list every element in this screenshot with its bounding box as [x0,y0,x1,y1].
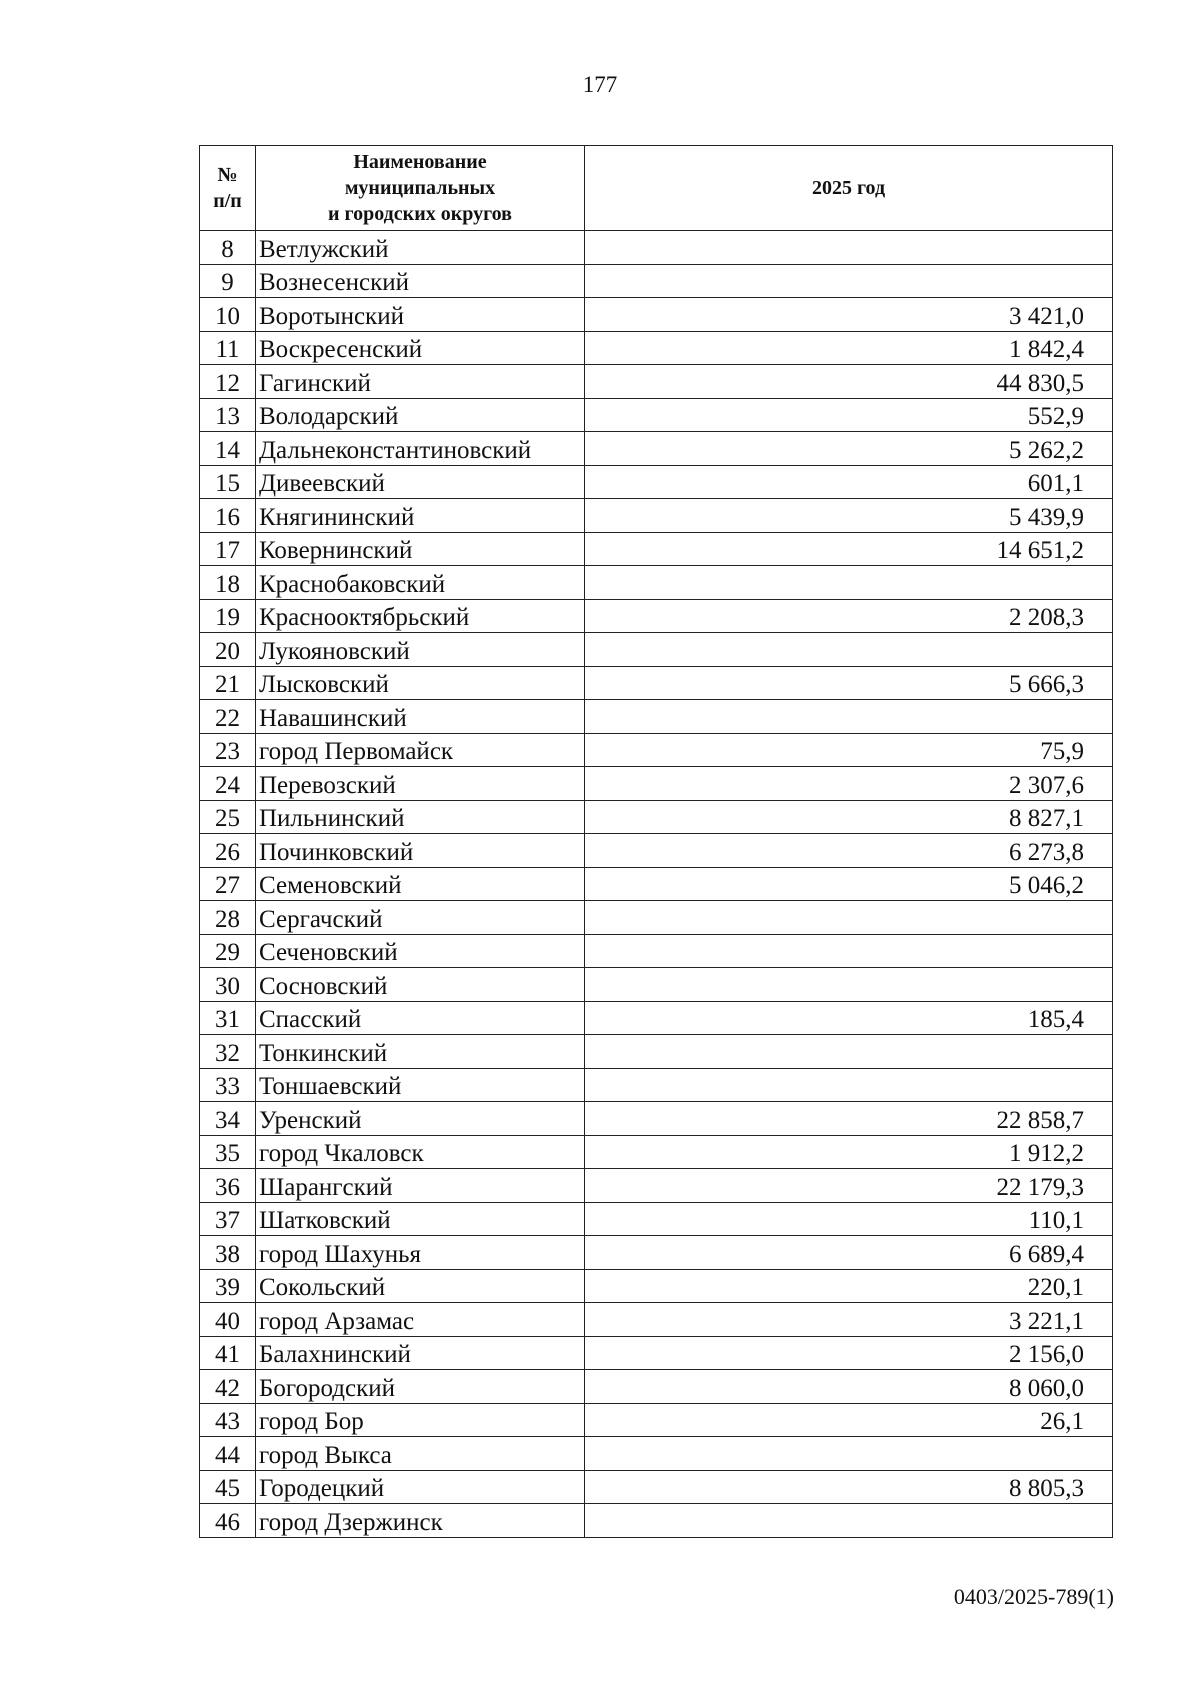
row-value-2025: 5 262,2 [585,432,1113,466]
row-value-2025: 5 046,2 [585,867,1113,901]
table-row [200,532,1113,566]
row-district-name: Гагинский [256,365,585,399]
row-value-2025 [585,1437,1113,1471]
table-row [200,566,1113,600]
table-row [200,1236,1113,1270]
row-value-2025 [585,1068,1113,1102]
table-row [200,1303,1113,1337]
row-number: 21 [200,666,256,700]
row-number: 41 [200,1336,256,1370]
row-district-name: Тоншаевский [256,1068,585,1102]
row-value-2025: 8 805,3 [585,1470,1113,1504]
row-value-2025 [585,700,1113,734]
row-number: 13 [200,398,256,432]
row-district-name: Шатковский [256,1202,585,1236]
row-number: 27 [200,867,256,901]
table-row [200,432,1113,466]
row-number: 18 [200,566,256,600]
row-value-2025: 5 439,9 [585,499,1113,533]
row-value-2025: 26,1 [585,1403,1113,1437]
table-row [200,1336,1113,1370]
table-row [200,1102,1113,1136]
row-value-2025 [585,1504,1113,1538]
table-row [200,666,1113,700]
header-name-line-3: и городских округов [328,203,512,225]
table-row [200,1504,1113,1538]
row-number: 46 [200,1504,256,1538]
row-value-2025: 8 060,0 [585,1370,1113,1404]
table-row [200,298,1113,332]
row-district-name: Лукояновский [256,633,585,667]
row-value-2025: 220,1 [585,1269,1113,1303]
row-number: 31 [200,1001,256,1035]
table-row [200,599,1113,633]
row-value-2025 [585,901,1113,935]
row-district-name: Навашинский [256,700,585,734]
row-district-name: город Чкаловск [256,1135,585,1169]
row-district-name: Дивеевский [256,465,585,499]
row-number: 15 [200,465,256,499]
table-row [200,1269,1113,1303]
row-number: 14 [200,432,256,466]
row-value-2025: 14 651,2 [585,532,1113,566]
row-number: 34 [200,1102,256,1136]
row-number: 42 [200,1370,256,1404]
municipal-data-table [199,145,1113,1538]
table-row [200,633,1113,667]
row-district-name: Починковский [256,834,585,868]
row-number: 8 [200,231,256,265]
row-district-name: Пильнинский [256,800,585,834]
row-district-name: Лысковский [256,666,585,700]
row-value-2025 [585,231,1113,265]
table-row [200,1437,1113,1471]
row-district-name: Уренский [256,1102,585,1136]
row-value-2025: 185,4 [585,1001,1113,1035]
row-value-2025 [585,264,1113,298]
table-row [200,264,1113,298]
table-row [200,1068,1113,1102]
header-year: 2025 год [585,146,1113,231]
table-row [200,1135,1113,1169]
row-number: 38 [200,1236,256,1270]
table-body [200,231,1113,1538]
row-number: 24 [200,767,256,801]
row-district-name: Городецкий [256,1470,585,1504]
row-district-name: город Бор [256,1403,585,1437]
row-value-2025: 601,1 [585,465,1113,499]
page-number: 177 [582,72,618,97]
document-code: 0403/2025-789(1) [953,1584,1114,1609]
row-value-2025: 110,1 [585,1202,1113,1236]
row-number: 10 [200,298,256,332]
row-number: 11 [200,331,256,365]
table-row [200,1035,1113,1069]
row-number: 30 [200,968,256,1002]
row-number: 26 [200,834,256,868]
row-district-name: Дальнеконстантиновский [256,432,585,466]
row-number: 16 [200,499,256,533]
row-value-2025: 2 208,3 [585,599,1113,633]
row-number: 39 [200,1269,256,1303]
table-row [200,800,1113,834]
row-district-name: Тонкинский [256,1035,585,1069]
header-name-line-1: Наименование [353,151,487,173]
row-value-2025: 2 307,6 [585,767,1113,801]
row-district-name: Балахнинский [256,1336,585,1370]
row-district-name: Сосновский [256,968,585,1002]
row-value-2025 [585,1035,1113,1069]
row-district-name: Спасский [256,1001,585,1035]
row-value-2025: 6 689,4 [585,1236,1113,1270]
header-name-line-2: муниципальных [344,177,496,199]
table-row [200,331,1113,365]
row-number: 33 [200,1068,256,1102]
row-value-2025 [585,934,1113,968]
row-district-name: Воскресенский [256,331,585,365]
row-district-name: Вознесенский [256,264,585,298]
row-value-2025: 2 156,0 [585,1336,1113,1370]
row-value-2025 [585,968,1113,1002]
row-district-name: город Шахунья [256,1236,585,1270]
table-row [200,1169,1113,1203]
table-row [200,1370,1113,1404]
table-row [200,700,1113,734]
row-number: 44 [200,1437,256,1471]
row-district-name: Шарангский [256,1169,585,1203]
row-number: 20 [200,633,256,667]
table-row [200,499,1113,533]
row-value-2025: 75,9 [585,733,1113,767]
table-row [200,465,1113,499]
row-value-2025: 44 830,5 [585,365,1113,399]
row-value-2025: 3 421,0 [585,298,1113,332]
row-value-2025: 22 858,7 [585,1102,1113,1136]
row-district-name: Сергачский [256,901,585,935]
row-value-2025: 1 842,4 [585,331,1113,365]
table-row [200,398,1113,432]
table-row [200,1470,1113,1504]
row-district-name: город Арзамас [256,1303,585,1337]
table-row [200,365,1113,399]
header-number-line-1: № [217,164,238,186]
row-number: 35 [200,1135,256,1169]
row-district-name: Сокольский [256,1269,585,1303]
row-district-name: Краснобаковский [256,566,585,600]
table-row [200,1001,1113,1035]
row-value-2025: 552,9 [585,398,1113,432]
row-district-name: город Выкса [256,1437,585,1471]
row-number: 19 [200,599,256,633]
table-header-row [200,146,1113,231]
header-number-line-2: п/п [213,190,242,212]
header-number [200,146,256,231]
row-value-2025: 3 221,1 [585,1303,1113,1337]
row-number: 45 [200,1470,256,1504]
row-number: 17 [200,532,256,566]
row-district-name: Княгининский [256,499,585,533]
row-number: 37 [200,1202,256,1236]
row-number: 29 [200,934,256,968]
row-district-name: Богородский [256,1370,585,1404]
table-row [200,901,1113,935]
row-number: 40 [200,1303,256,1337]
row-value-2025: 5 666,3 [585,666,1113,700]
table-row [200,733,1113,767]
row-district-name: город Первомайск [256,733,585,767]
row-value-2025 [585,633,1113,667]
row-district-name: Ковернинский [256,532,585,566]
row-district-name: Семеновский [256,867,585,901]
row-number: 22 [200,700,256,734]
table-row [200,834,1113,868]
row-number: 32 [200,1035,256,1069]
table-row [200,934,1113,968]
row-number: 43 [200,1403,256,1437]
table-row [200,968,1113,1002]
row-number: 23 [200,733,256,767]
row-number: 25 [200,800,256,834]
row-district-name: Воротынский [256,298,585,332]
row-value-2025 [585,566,1113,600]
table-row [200,867,1113,901]
header-name [256,146,585,231]
table-row [200,767,1113,801]
row-value-2025: 22 179,3 [585,1169,1113,1203]
row-value-2025: 8 827,1 [585,800,1113,834]
row-value-2025: 6 273,8 [585,834,1113,868]
row-district-name: Краснооктябрьский [256,599,585,633]
table-row [200,1202,1113,1236]
table-row [200,1403,1113,1437]
row-number: 36 [200,1169,256,1203]
row-number: 9 [200,264,256,298]
row-district-name: Сеченовский [256,934,585,968]
row-number: 28 [200,901,256,935]
row-district-name: Ветлужский [256,231,585,265]
table-row [200,231,1113,265]
row-number: 12 [200,365,256,399]
row-value-2025: 1 912,2 [585,1135,1113,1169]
row-district-name: Перевозский [256,767,585,801]
row-district-name: Володарский [256,398,585,432]
row-district-name: город Дзержинск [256,1504,585,1538]
